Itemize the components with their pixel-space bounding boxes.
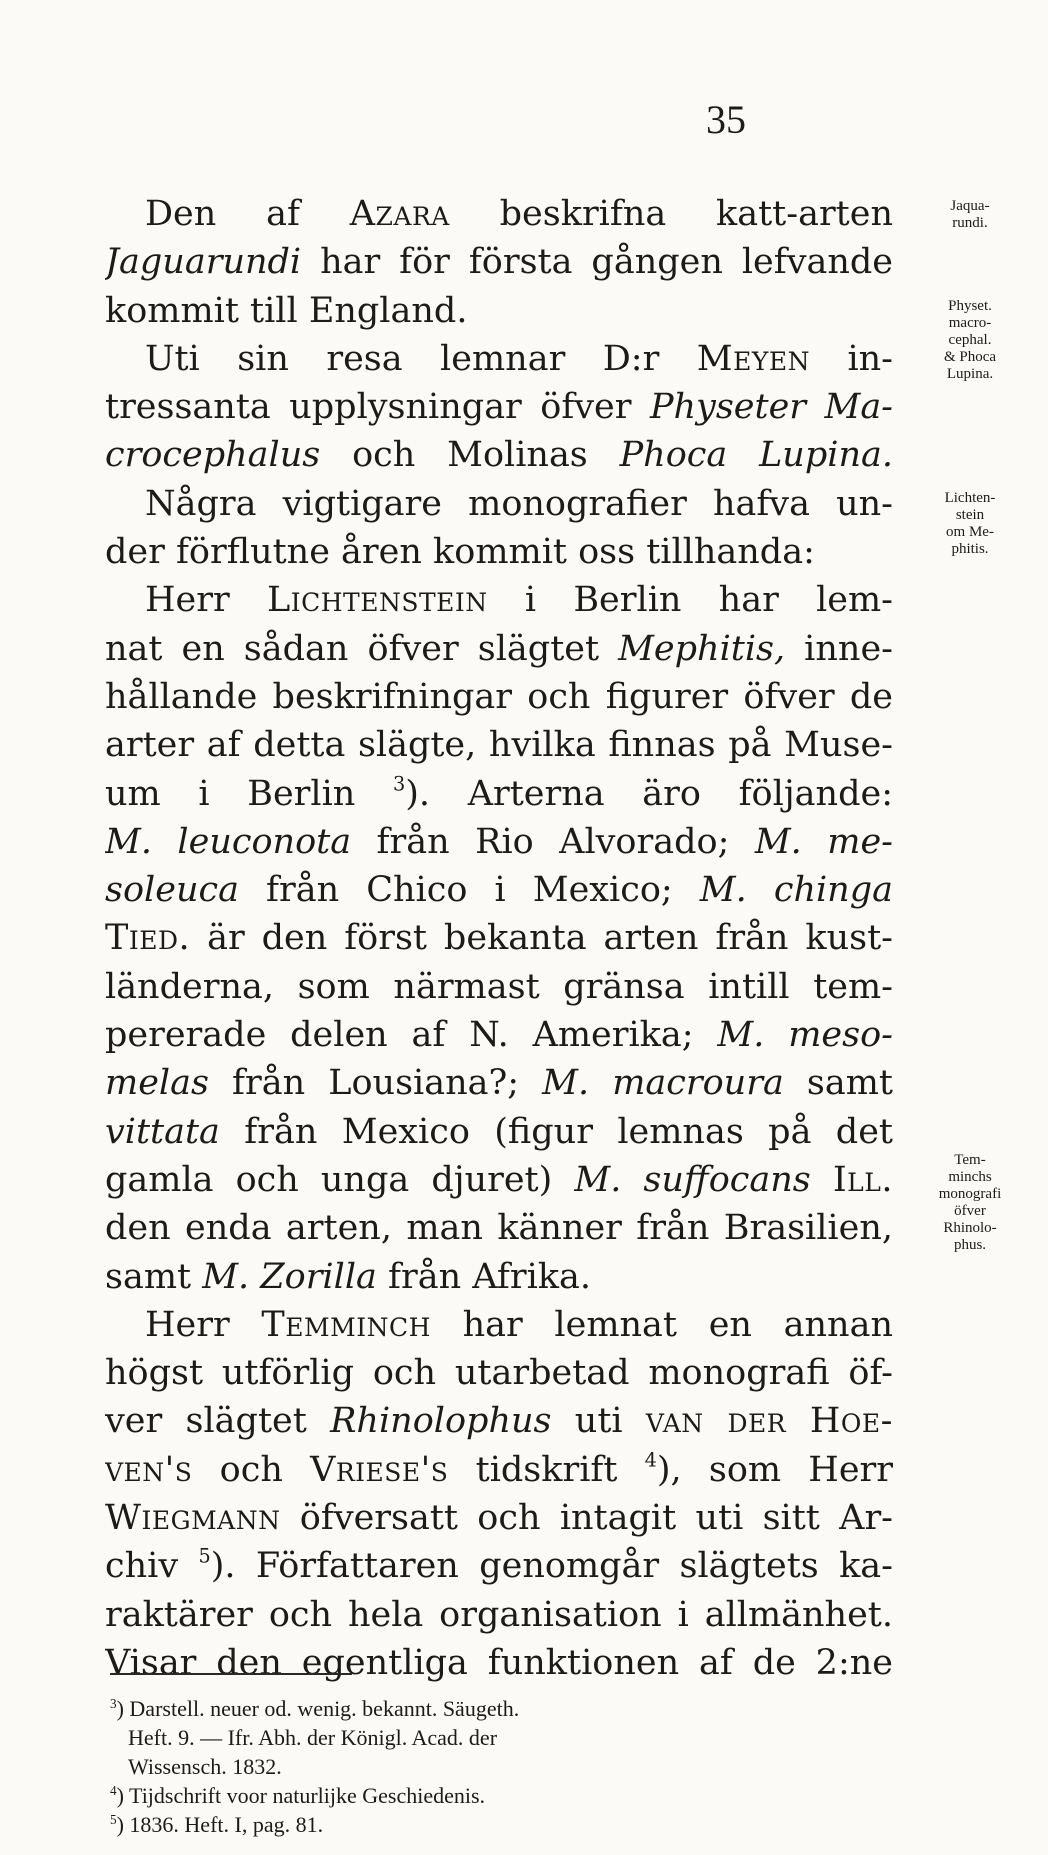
text-run: chiv — [105, 1546, 199, 1587]
small-caps-name: Lichtenstein — [266, 580, 488, 621]
small-caps-name: Tied. — [105, 918, 191, 959]
text-line — [105, 1108, 893, 1156]
text-line — [105, 818, 893, 866]
small-caps-name: Meyen — [696, 338, 810, 379]
text-line — [105, 770, 893, 818]
text-run: kommit till England. — [105, 290, 468, 331]
text-line — [105, 1446, 893, 1494]
text-line — [105, 866, 893, 914]
italic-text: Jaguarundi — [105, 242, 302, 283]
small-caps-name: Wiegmann — [105, 1498, 281, 1539]
text-run: och — [192, 1449, 311, 1490]
text-run: ). Författaren genomgår slägtets ka- — [210, 1546, 893, 1587]
margin-note-line: öfver — [954, 1203, 986, 1219]
italic-text: M. macroura — [542, 1063, 784, 1104]
text-run: ver slägtet — [105, 1401, 331, 1442]
text-line — [105, 1253, 893, 1301]
text-run: länderna, som närmast gränsa intill tem- — [105, 966, 893, 1007]
footnote-marker: $^4$) — [110, 1783, 130, 1808]
italic-text: M. me- — [754, 821, 893, 862]
footnote-line — [110, 1752, 890, 1781]
text-line — [105, 1204, 893, 1252]
margin-note-line: Physet. — [948, 298, 992, 314]
margin-note-line: minchs — [948, 1169, 992, 1185]
text-line — [105, 914, 893, 962]
text-line — [105, 190, 893, 238]
text-run: Några vigtigare monografier hafva un- — [145, 483, 893, 524]
text-run: um i Berlin — [105, 773, 393, 814]
text-run: från Mexico (figur lemnas på det — [219, 1111, 893, 1152]
text-run: samt — [105, 1256, 203, 1297]
italic-text: Rhinolophus — [330, 1401, 552, 1442]
text-run: pererade delen af N. Amerika; — [105, 1015, 718, 1056]
text-line — [105, 673, 893, 721]
text-run: nat en sådan öfver slägtet — [105, 628, 619, 669]
margin-note-line: Jaqua- — [950, 198, 990, 214]
text-run: tidskrift — [448, 1449, 645, 1490]
footnote-text: Heft. 9. — Ifr. Abh. der Königl. Acad. der — [128, 1725, 498, 1750]
italic-text: M. meso- — [717, 1015, 893, 1056]
text-line — [105, 1011, 893, 1059]
text-run: i Berlin har lem- — [487, 580, 893, 621]
italic-text: Phoca Lupina. — [619, 435, 893, 476]
text-run: har lemnat en annan — [430, 1304, 893, 1345]
margin-note — [900, 1152, 1040, 1254]
text-run: och Molinas — [320, 435, 620, 476]
text-line — [105, 1059, 893, 1107]
text-line — [105, 1639, 893, 1687]
italic-text: crocephalus — [105, 435, 321, 476]
margin-note-line: phus. — [953, 1237, 987, 1253]
text-run: ). Arterna äro följande: — [405, 773, 893, 814]
footnote-line — [110, 1810, 890, 1839]
italic-text: M. leuconota — [105, 821, 352, 862]
italic-text: melas — [105, 1063, 209, 1104]
margin-note — [900, 298, 1040, 383]
text-run: uti — [551, 1401, 646, 1442]
text-line — [105, 1542, 893, 1590]
footnote-line — [110, 1723, 890, 1752]
small-caps-name: ven's — [105, 1449, 193, 1490]
text-line — [105, 431, 893, 479]
footnote-text: Darstell. neuer od. wenig. bekannt. Säugeth. — [129, 1696, 520, 1721]
text-line — [105, 1156, 893, 1204]
margin-note-line: Tem- — [954, 1152, 986, 1168]
footnote-reference: 4 — [644, 1448, 657, 1472]
margin-note — [900, 490, 1040, 558]
text-line — [105, 383, 893, 431]
text-line — [105, 238, 893, 286]
text-run: beskrifna katt-arten — [449, 194, 893, 234]
italic-text: M. Zorilla — [202, 1256, 377, 1297]
text-line — [105, 625, 893, 673]
text-run: från Afrika. — [376, 1256, 591, 1297]
small-caps-name: van der Hoe- — [645, 1401, 893, 1442]
text-run: tressanta upplysningar öfver — [105, 387, 650, 428]
text-run: Den af — [145, 194, 350, 234]
text-line — [105, 1349, 893, 1397]
text-line — [105, 721, 893, 769]
text-run: inne- — [785, 628, 893, 669]
text-run: från Chico i Mexico; — [238, 870, 700, 911]
margin-note-line: Lichten- — [944, 490, 996, 506]
small-caps-name: Ill. — [832, 1159, 893, 1200]
text-run: samt — [783, 1063, 893, 1104]
text-run: högst utförlig och utarbetad monografi öf- — [105, 1353, 893, 1394]
text-run: har för första gången lefvande — [301, 242, 893, 283]
text-line — [105, 335, 893, 383]
text-run: raktärer och hela organisation i allmänhet. — [105, 1594, 893, 1635]
page-number: 35 — [706, 97, 746, 142]
italic-text: Mephitis, — [618, 628, 786, 669]
text-run: Herr — [145, 580, 267, 621]
text-run: öfversatt och intagit uti sitt Ar- — [280, 1498, 893, 1539]
text-run: är den först bekanta arten från kust- — [190, 918, 893, 959]
text-line — [105, 1494, 893, 1542]
italic-text: vittata — [105, 1111, 220, 1152]
footnote-reference: 5 — [198, 1544, 211, 1568]
margin-note — [900, 198, 1040, 232]
footnote-rule — [110, 1673, 352, 1675]
footnote-reference: 3 — [393, 772, 406, 796]
margin-note-line: phitis. — [951, 541, 989, 557]
text-run: der förflutne åren kommit oss tillhanda: — [105, 532, 815, 573]
text-line — [105, 287, 893, 335]
text-line — [105, 1591, 893, 1639]
italic-text: M. chinga — [699, 870, 893, 911]
text-line — [105, 576, 893, 624]
margin-note-line: Lupina. — [946, 366, 994, 382]
margin-note-line: macro- — [948, 315, 992, 331]
margin-note-line: Rhinolo- — [943, 1220, 997, 1236]
footnotes — [110, 1694, 890, 1839]
footnote-line — [110, 1694, 890, 1723]
text-run: från Lousiana?; — [208, 1063, 543, 1104]
margin-note-line: om Me- — [946, 524, 994, 540]
margin-note-line: stein — [955, 507, 985, 523]
text-run: Uti sin resa lemnar D:r — [145, 338, 697, 379]
text-line — [105, 1397, 893, 1445]
footnote-text: Tijdschrift voor naturlijke Geschiedenis. — [129, 1783, 486, 1808]
footnote-marker: $^3$) — [110, 1696, 130, 1721]
margin-note-line: rundi. — [952, 215, 988, 231]
italic-text: Physeter Ma- — [649, 387, 893, 428]
text-line — [105, 1301, 893, 1349]
text-run: Herr — [145, 1304, 262, 1345]
footnote-line — [110, 1781, 890, 1810]
footnote-text: 1836. Heft. I, pag. 81. — [129, 1812, 324, 1837]
text-run: in- — [810, 338, 893, 379]
text-run: Visar den egentliga funktionen af de 2:ne — [105, 1642, 893, 1683]
text-run: den enda arten, man känner från Brasilien, — [105, 1208, 893, 1249]
text-run: från Rio Alvorado; — [351, 821, 755, 862]
small-caps-name: Vriese's — [310, 1449, 449, 1490]
body-text — [105, 190, 893, 1687]
margin-note-line: cephal. — [948, 332, 992, 348]
text-run: arter af detta slägte, hvilka finnas på Muse- — [105, 725, 893, 766]
text-line — [105, 528, 893, 576]
text-line — [105, 480, 893, 528]
text-run: ), som Herr — [656, 1449, 893, 1490]
small-caps-name: Azara — [349, 194, 450, 234]
text-run: gamla och unga djuret) — [105, 1159, 575, 1200]
footnote-marker: $^5$) — [110, 1812, 130, 1837]
italic-text: soleuca — [105, 870, 239, 911]
text-run — [811, 1160, 833, 1200]
text-line — [105, 963, 893, 1011]
small-caps-name: Temminch — [261, 1304, 431, 1345]
italic-text: M. suffocans — [574, 1159, 811, 1200]
footnote-text: Wissensch. 1832. — [128, 1754, 282, 1779]
margin-note-line: & Phoca — [943, 349, 997, 365]
margin-note-line: monografi — [938, 1186, 1002, 1202]
text-run: hållande beskrifningar och figurer öfver de — [105, 676, 893, 717]
